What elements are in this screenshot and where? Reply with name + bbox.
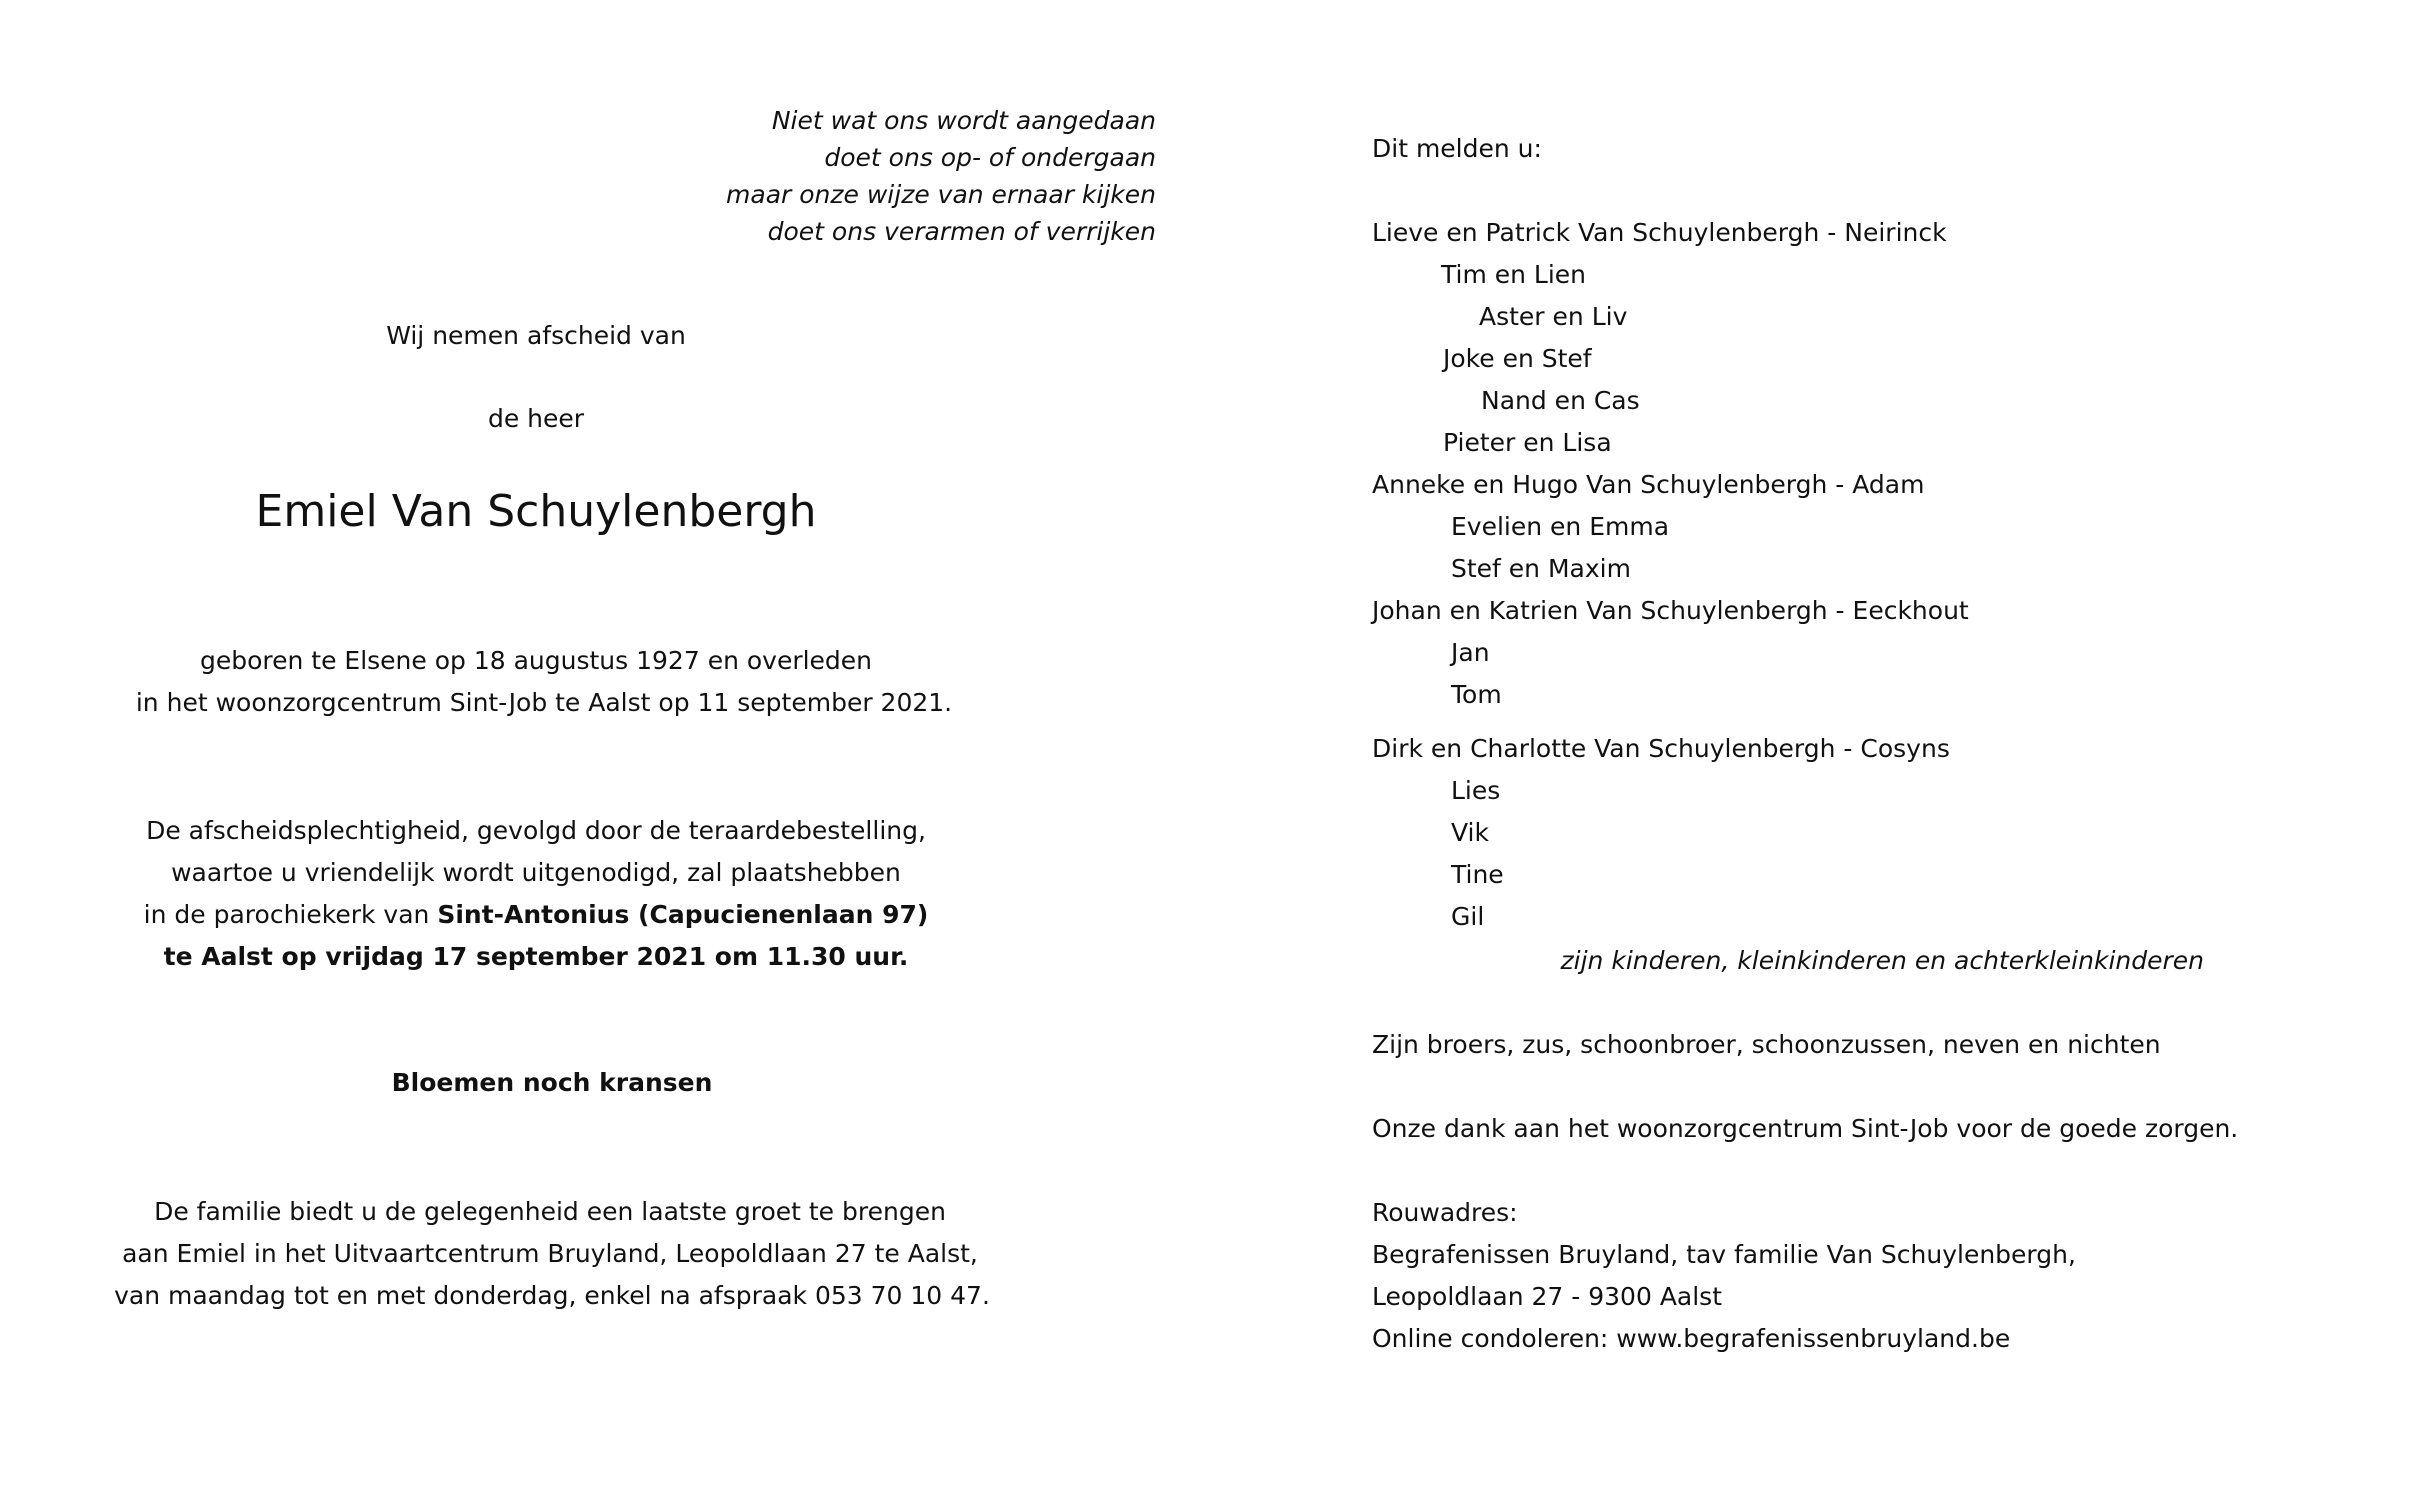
ceremony-datetime: te Aalst op vrijdag 17 september 2021 om 11.30 uur. [163,942,909,971]
family-greatgrandchild: Nand en Cas [1481,386,1640,415]
motto-line: Niet wat ons wordt aangedaan [771,106,1156,135]
family-grandchild: Tine [1451,860,1504,889]
siblings-line: Zijn broers, zus, schoonbroer, schoonzussen, neven en nichten [1372,1030,2161,1059]
visit-line: van maandag tot en met donderdag, enkel na afspraak 053 70 10 47. [114,1281,990,1310]
family-grandchild: Tim en Lien [1441,260,1587,289]
announce-header: Dit melden u: [1372,134,1542,163]
deceased-name: Emiel Van Schuylenbergh [255,486,817,537]
children-caption: zijn kinderen, kleinkinderen en achterkleinkinderen [1560,946,2204,975]
ceremony-line: waartoe u vriendelijk wordt uitgenodigd, zal plaatshebben [171,858,901,887]
ceremony-prefix: in de parochiekerk van [143,900,430,929]
visit-line: De familie biedt u de gelegenheid een laatste groet te brengen [154,1197,946,1226]
motto-line: doet ons op- of ondergaan [824,143,1156,172]
motto-line: doet ons verarmen of verrijken [767,217,1156,246]
family-child: Johan en Katrien Van Schuylenbergh - Eeckhout [1372,596,1969,625]
family-child: Anneke en Hugo Van Schuylenbergh - Adam [1372,470,1925,499]
family-child: Dirk en Charlotte Van Schuylenbergh - Cosyns [1372,734,1950,763]
ceremony-line [144,902,929,927]
condolence-link[interactable]: Online condoleren: www.begrafenissenbruyland.be [1372,1324,2011,1353]
family-grandchild: Lies [1451,776,1501,805]
motto-line: maar onze wijze van ernaar kijken [726,180,1156,209]
honorific: de heer [487,404,585,433]
address-line: Begrafenissen Bruyland, tav familie Van Schuylenbergh, [1372,1240,2076,1269]
birth-line: in het woonzorgcentrum Sint-Job te Aalst op 11 september 2021. [135,688,953,717]
family-grandchild: Vik [1451,818,1489,847]
family-grandchild: Jan [1451,638,1490,667]
birth-line: geboren te Elsene op 18 augustus 1927 en overleden [199,646,873,675]
intro-text: Wij nemen afscheid van [386,321,686,350]
ceremony-line: De afscheidsplechtigheid, gevolgd door de teraardebestelling, [146,816,926,845]
family-grandchild: Stef en Maxim [1451,554,1631,583]
address-line: Leopoldlaan 27 - 9300 Aalst [1372,1282,1723,1311]
address-label: Rouwadres: [1372,1198,1518,1227]
family-grandchild: Tom [1451,680,1502,709]
family-child: Lieve en Patrick Van Schuylenbergh - Neirinck [1372,218,1947,247]
family-grandchild: Gil [1451,902,1485,931]
visit-line: aan Emiel in het Uitvaartcentrum Bruyland, Leopoldlaan 27 te Aalst, [122,1239,978,1268]
flowers-note: Bloemen noch kransen [391,1068,713,1097]
family-grandchild: Evelien en Emma [1451,512,1670,541]
church-name: Sint-Antonius (Capucienenlaan 97) [437,900,929,929]
family-greatgrandchild: Aster en Liv [1479,302,1628,331]
family-grandchild: Pieter en Lisa [1443,428,1612,457]
family-grandchild: Joke en Stef [1443,344,1592,373]
thanks-line: Onze dank aan het woonzorgcentrum Sint-Job voor de goede zorgen. [1372,1114,2239,1143]
